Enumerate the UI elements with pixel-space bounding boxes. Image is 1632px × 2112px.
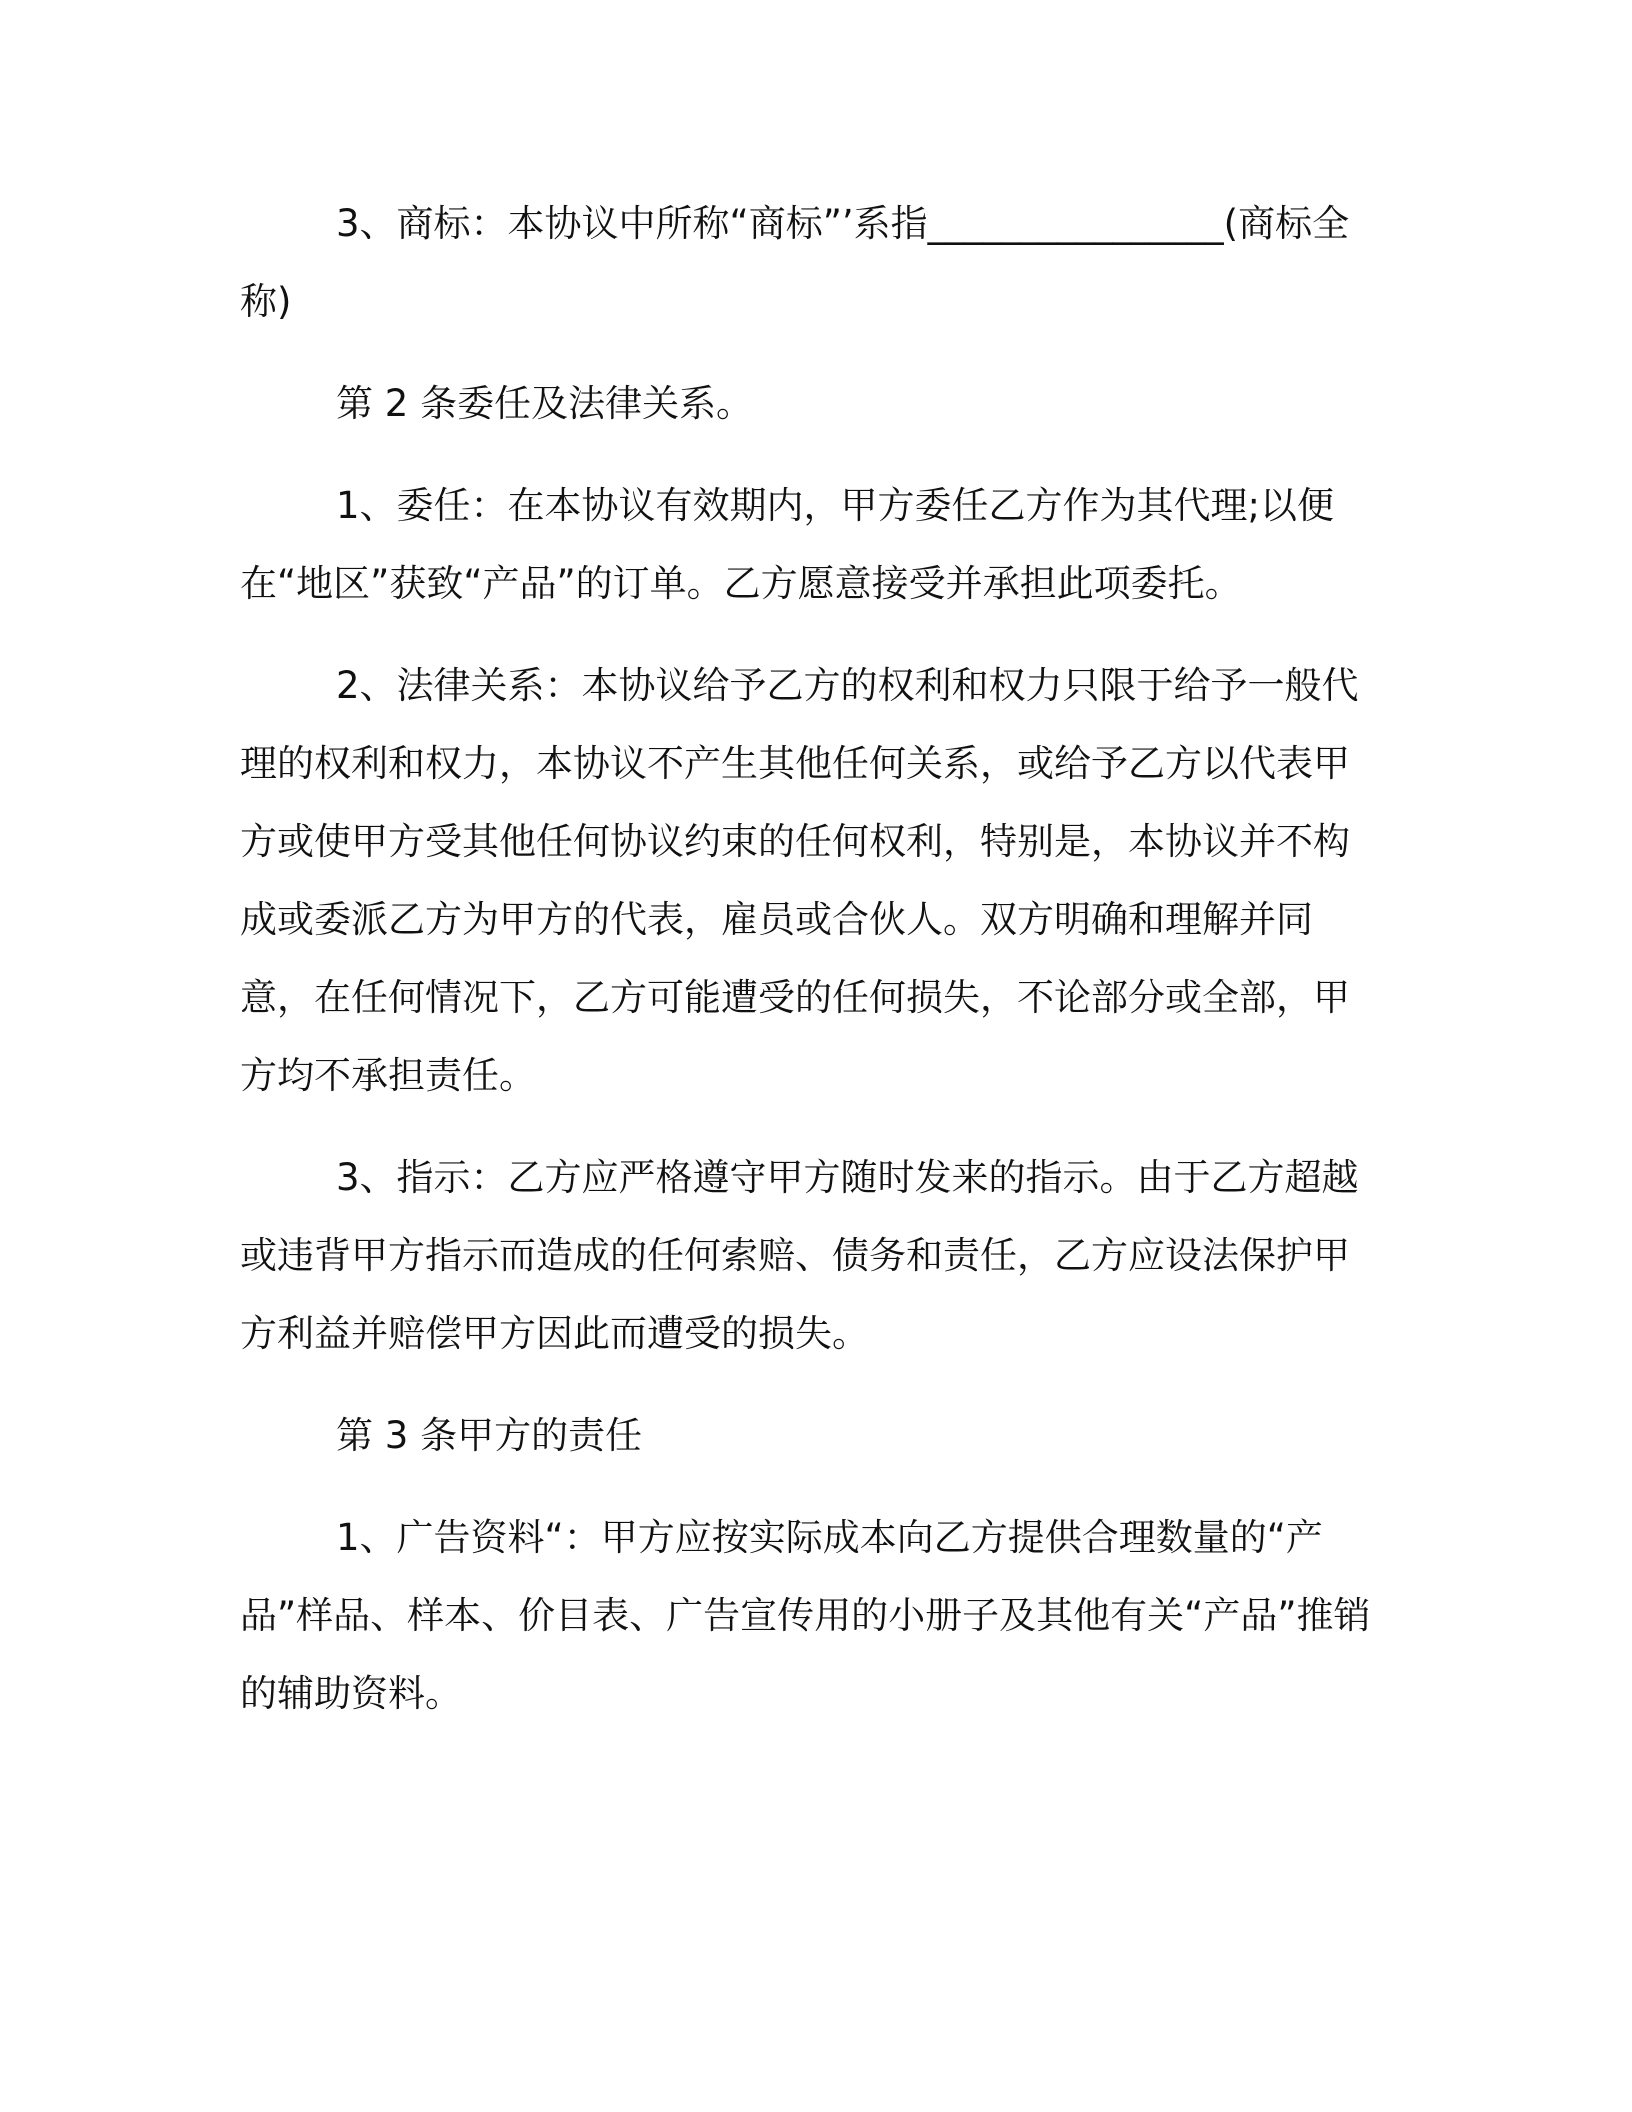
heading-article-3: 第 3 条甲方的责任 bbox=[336, 1414, 643, 1457]
paragraph-advertising-materials: 1、广告资料“：甲方应按实际成本向乙方提供合理数量的“产品”样品、样本、价目表、广告宣传用的小册子及其他有关“产品”推销的辅助资料。 bbox=[240, 1516, 1371, 1715]
paragraph-instructions: 3、指示：乙方应严格遵守甲方随时发来的指示。由于乙方超越或违背甲方指示而造成的任何索赔、债务和责任，乙方应设法保护甲方利益并赔偿甲方因此而遭受的损失。 bbox=[240, 1156, 1359, 1355]
paragraph-legal-relationship: 2、法律关系：本协议给予乙方的权利和权力只限于给予一般代理的权利和权力，本协议不产生其他任何关系，或给予乙方以代表甲方或使甲方受其他任何协议约束的任何权利，特别是，本协议并不构成或委派乙方为甲方的代表，雇员或合伙人。双方明确和理解并同意，在任何情况下，乙方可能遭受的任何损失，不论部分或全部，甲方均不承担责任。 bbox=[240, 664, 1359, 1097]
paragraph-appointment: 1、委任：在本协议有效期内，甲方委任乙方作为其代理;以便在“地区”获致“产品”的订单。乙方愿意接受并承担此项委托。 bbox=[240, 484, 1335, 605]
heading-article-2: 第 2 条委任及法律关系。 bbox=[336, 382, 754, 425]
document-body bbox=[240, 185, 1380, 1757]
paragraph-trademark-definition: 3、商标：本协议中所称“商标”’系指________________(商标全称) bbox=[240, 202, 1350, 323]
